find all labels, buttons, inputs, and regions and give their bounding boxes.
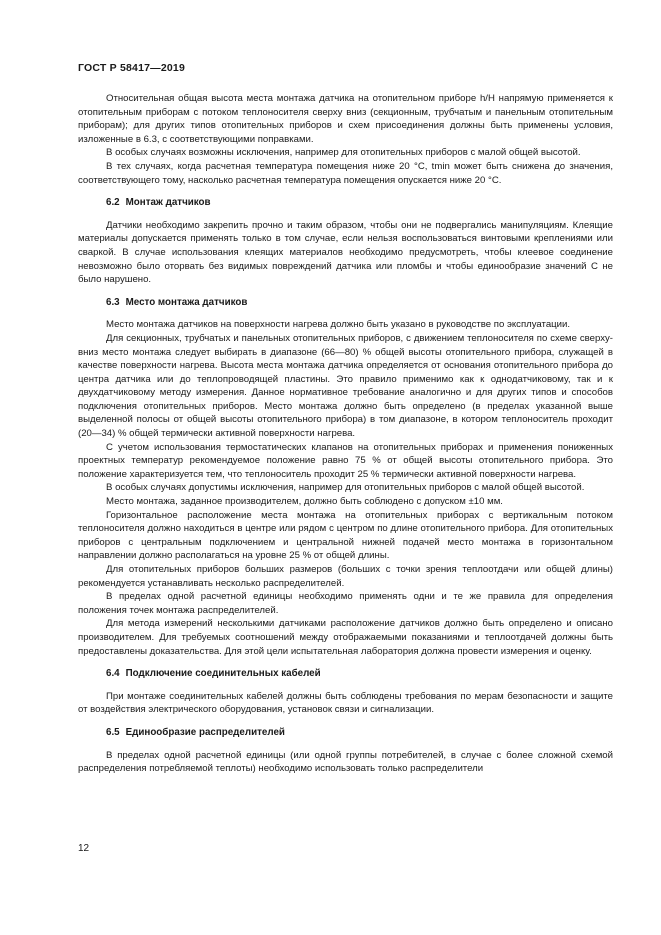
page-number: 12 (78, 843, 90, 854)
paragraph: В особых случаях допустимы исключения, например для отопительных приборов с малой общей высотой. (106, 482, 585, 494)
paragraph: В тех случаях, когда расчетная температура помещения ниже 20 °C, tmin может быть снижена до значения, соответствующего тому, насколько расчетная температура помещения опускается ниже 20 °C. (78, 160, 613, 186)
paragraph: Место монтажа датчиков на поверхности нагрева должно быть указано в руководстве по эксплуатации. (106, 319, 571, 331)
document-body (78, 92, 613, 776)
section-heading-6-3 (106, 296, 613, 310)
paragraph: Место монтажа, заданное производителем, должно быть соблюдено с допуском ±10 мм. (106, 496, 503, 508)
paragraph: При монтаже соединительных кабелей должны быть соблюдены требования по мерам безопасности и защите от воздействия электрического оборудования, установок связи и сигнализации. (78, 690, 613, 716)
section-number: 6.5 (106, 726, 120, 738)
paragraph: Датчики необходимо закрепить прочно и таким образом, чтобы они не подвергались манипуляциям. Клеящие материалы допускается применять только в том случае, если нельзя воспользоваться винтовыми креплениями или сваркой. В случае использования клеящих материалов необходимо предусмотреть, чтобы клеевое соединение невозможно было оторвать без видимых повреждений датчика или пломбы и чтобы единообразие значений C не было нарушено. (78, 219, 613, 286)
paragraph: С учетом использования термостатических клапанов на отопительных приборах и применения пониженных проектных температур рекомендуемое положение равно 75 % от общей высоты отопительного прибора. Это положение характеризуется тем, что теплоноситель проходит 25 % термически активной поверхности нагрева. (78, 441, 613, 480)
standard-header: ГОСТ Р 58417—2019 (78, 62, 186, 74)
section-heading-6-4 (106, 667, 613, 681)
paragraph: Относительная общая высота места монтажа датчика на отопительном приборе h/H напрямую применяется к отопительным приборам с потоком теплоносителя сверху вниз (секционным, трубчатым и панельным отопительным приборам); для других типов отопительных приборов и схем присоединения должны быть применены условия, изложенные в 6.3, с соответствующими поправками. (78, 93, 613, 145)
section-title: Единообразие распределителей (125, 726, 285, 738)
section-heading-6-5 (106, 726, 613, 740)
section-title: Монтаж датчиков (125, 197, 211, 209)
paragraph: В пределах одной расчетной единицы необходимо применять одни и те же правила для определения положения точек монтажа распределителей. (78, 591, 613, 616)
section-title: Место монтажа датчиков (125, 296, 248, 308)
paragraph: Для метода измерений несколькими датчиками расположение датчиков должно быть определено и описано производителем. Для требуемых соотношений между отображаемыми показаниями и теплоотдачей должны быть предоставлены доказательства. Для этой цели испытательная лаборатория должна провести измерения и оценку. (78, 618, 613, 657)
section-heading-6-2 (106, 196, 613, 210)
section-title: Подключение соединительных кабелей (125, 668, 321, 680)
section-number: 6.4 (106, 668, 120, 680)
paragraph: Для отопительных приборов больших размеров (больших с точки зрения теплоотдачи или общей длины) рекомендуется устанавливать несколько распределителей. (78, 564, 613, 589)
paragraph: Горизонтальное расположение места монтажа на отопительных приборах с вертикальным потоком теплоносителя должно находиться в центре или рядом с центром по длине отопительного прибора. Для отопительных приборов с центральным подключением и центральной нижней подачей место монтажа в горизонтальном направлении должно располагаться на уровне 25 % от общей длины. (78, 509, 613, 562)
section-number: 6.3 (106, 296, 120, 308)
paragraph: Для секционных, трубчатых и панельных отопительных приборов, с движением теплоносителя по схеме сверху-вниз место монтажа следует выбирать в диапазоне (66—80) % общей высоты отопительного прибора, служащей в качестве поверхности нагрева. Высота места монтажа датчика определяется от основания отопительного прибора до центра датчика или до теплопроводящей пластины. Это правило применимо как к однодатчиковому, так и к двухдатчиковому методу измерения. Данное нормативное требование аналогично и для других типов и способов подключения отопительных приборов. Место монтажа должно быть определено (в пределах указанной выше выделенной полосы от общей высоты отопительного прибора) в том диапазоне, в котором теплоноситель проходит (20—34) % общей термически активной поверхности нагрева. (78, 332, 613, 440)
section-number: 6.2 (106, 197, 120, 209)
paragraph: В пределах одной расчетной единицы (или одной группы потребителей, в случае с более сложной схемой распределения потребляемой теплоты) необходимо использовать только распределители (78, 749, 613, 775)
paragraph: В особых случаях возможны исключения, например для отопительных приборов с малой общей высотой. (106, 147, 581, 159)
